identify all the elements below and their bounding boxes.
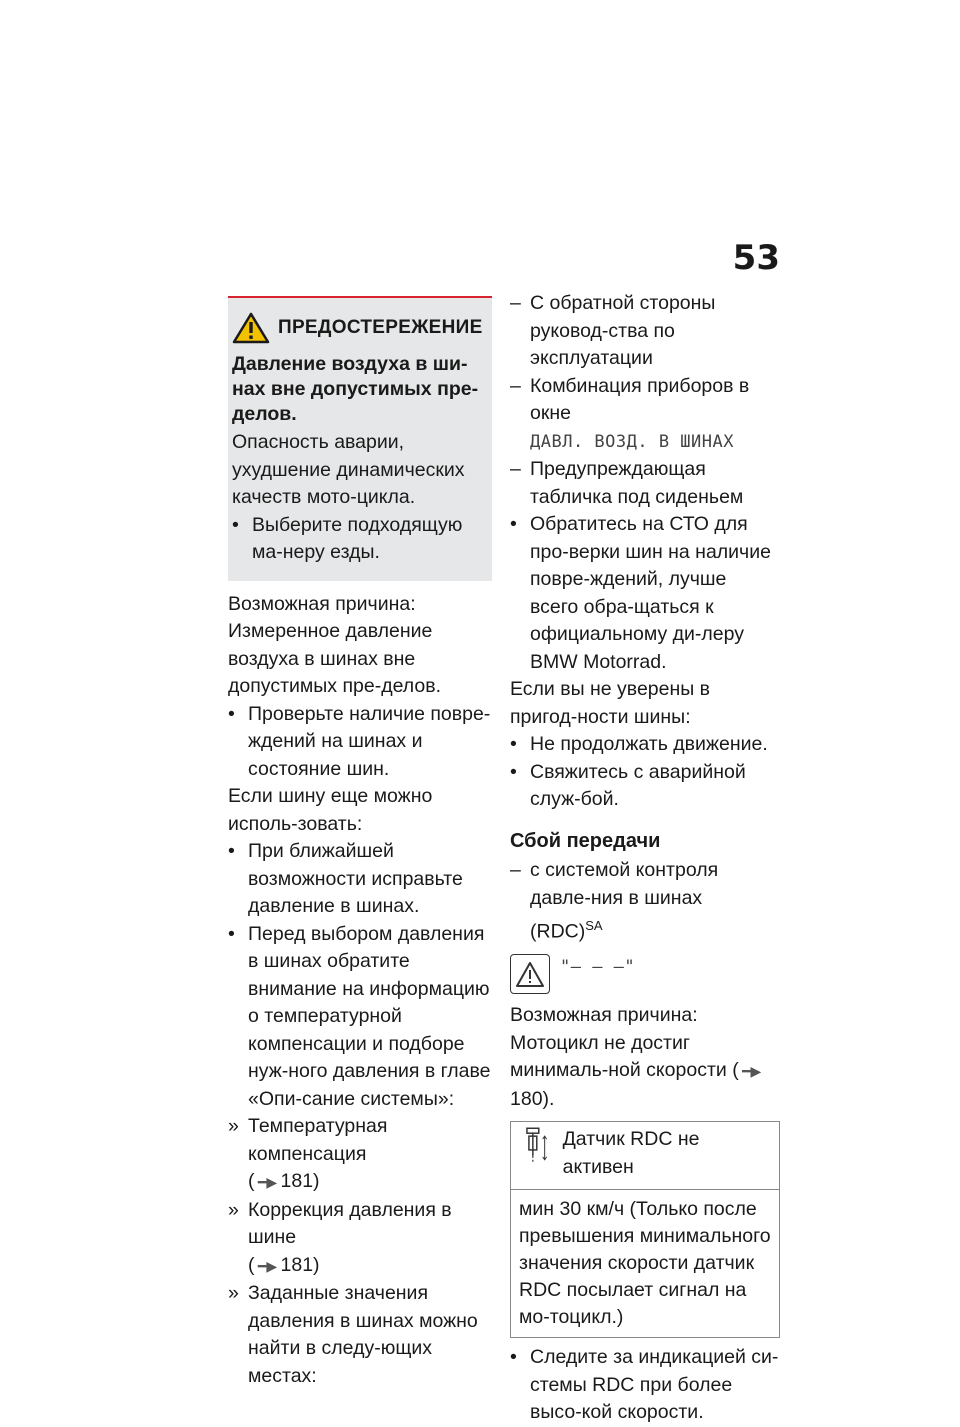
warning-heading: Давление воздуха в ши-нах вне допустимых пре-делов. bbox=[232, 353, 479, 425]
rdc-info-header bbox=[511, 1122, 779, 1190]
warning-bullet: • Выберите подходящую ма-неру езды. bbox=[232, 512, 489, 567]
if-usable-text: Если шину еще можно исполь-зовать: bbox=[228, 785, 433, 835]
display-message: ДАВЛ. ВОЗД. В ШИНАХ bbox=[530, 431, 734, 452]
reference-page: 180). bbox=[510, 1087, 555, 1110]
unsure-text: Если вы не уверены в пригод-ности шины: bbox=[510, 678, 711, 728]
location-text: Комбинация приборов в окне bbox=[530, 374, 750, 424]
rdc-condition bbox=[510, 857, 780, 946]
check-tires-bullet: • Проверьте наличие повре-ждений на шинах и состояние шин. bbox=[228, 701, 492, 784]
optional-equipment-mark: SA bbox=[585, 918, 603, 933]
contact-service-bullet: • Обратитесь на СТО для про-верки шин на наличие повре-ждений, лучше всего обра-щаться к официальному ди-леру BMW Motorrad. bbox=[510, 511, 780, 676]
tire-pressure-sensor-icon bbox=[523, 1126, 551, 1166]
cause-text: Мотоцикл не достиг минималь-ной скорости ( ━▶180). bbox=[510, 1030, 780, 1114]
stop-driving-bullet: • Не продолжать движение. bbox=[510, 731, 780, 759]
warning-triangle-icon bbox=[232, 312, 270, 344]
before-choosing-bullet: • Перед выбором давления в шинах обратите внимание на информацию о температурной компенсации и подборе нуж-ного давления в главе «Опи-сание системы»: bbox=[228, 921, 492, 1114]
display-value: "– – –" bbox=[560, 957, 636, 977]
rdc-info-body: мин 30 км/ч (Только после превышения минимального значения скорости датчик RDC посылает сигнал на мо-тоцикл.) bbox=[519, 1198, 771, 1328]
page-number: 53 bbox=[732, 238, 780, 278]
contact-assistance-bullet: • Свяжитесь с аварийной служ-бой. bbox=[510, 759, 780, 814]
right-column bbox=[510, 290, 780, 1427]
location-instrument-cluster bbox=[510, 373, 780, 457]
location-warning-plate: – Предупреждающая табличка под сиденьем bbox=[510, 456, 780, 511]
warning-box bbox=[228, 296, 492, 581]
page-reference-arrow-icon: ━▶ bbox=[257, 1257, 278, 1274]
reference-page: 181) bbox=[280, 1253, 320, 1276]
display-indicator-row bbox=[510, 954, 780, 994]
section-title: Сбой передачи bbox=[510, 829, 661, 852]
rdc-info-title: Датчик RDC не активен bbox=[562, 1128, 700, 1178]
reference-temperature-compensation[interactable]: » Температурная компенсация ( ━▶ 181) bbox=[228, 1113, 492, 1197]
location-manual-back: – С обратной стороны руковод-ства по эксплуатации bbox=[510, 290, 780, 373]
watch-rdc-bullet: • Следите за индикацией си-стемы RDC при более высо-кой скорости. bbox=[510, 1344, 780, 1427]
reference-pressure-correction[interactable]: » Коррекция давления в шине ( ━▶ 181) bbox=[228, 1197, 492, 1281]
cause-label: Возможная причина: bbox=[228, 592, 416, 615]
cause-label: Возможная причина: bbox=[510, 1004, 698, 1026]
cause-text-body: Мотоцикл не достиг минималь-ной скорости bbox=[510, 1031, 727, 1081]
reference-text: Температурная компенсация bbox=[248, 1115, 388, 1165]
reference-text: Коррекция давления в шине bbox=[248, 1198, 452, 1248]
pressure-values-locations: » Заданные значения давления в шинах можно найти в следу-ющих местах: bbox=[228, 1280, 492, 1390]
rdc-info-table bbox=[510, 1121, 780, 1338]
warning-triangle-icon bbox=[515, 961, 545, 988]
warning-text: Опасность аварии, ухудшение динамических качеств мото-цикла. bbox=[232, 431, 465, 508]
reference-page: 181) bbox=[280, 1170, 320, 1192]
general-warning-indicator bbox=[510, 954, 550, 994]
page-reference-arrow-icon: ━▶ bbox=[257, 1174, 278, 1190]
left-column bbox=[228, 296, 492, 1390]
page-reference-arrow-icon: ━▶ bbox=[742, 1063, 762, 1079]
warning-header bbox=[232, 312, 489, 344]
cause-text: Измеренное давление воздуха в шинах вне допустимых пре-делов. bbox=[228, 620, 442, 697]
warning-title: ПРЕДОСТЕРЕЖЕНИЕ bbox=[278, 317, 483, 339]
rdc-condition-text: с системой контроля давле-ния в шинах (RDC) bbox=[530, 859, 719, 943]
correct-pressure-bullet: • При ближайшей возможности исправьте давление в шинах. bbox=[228, 838, 492, 921]
